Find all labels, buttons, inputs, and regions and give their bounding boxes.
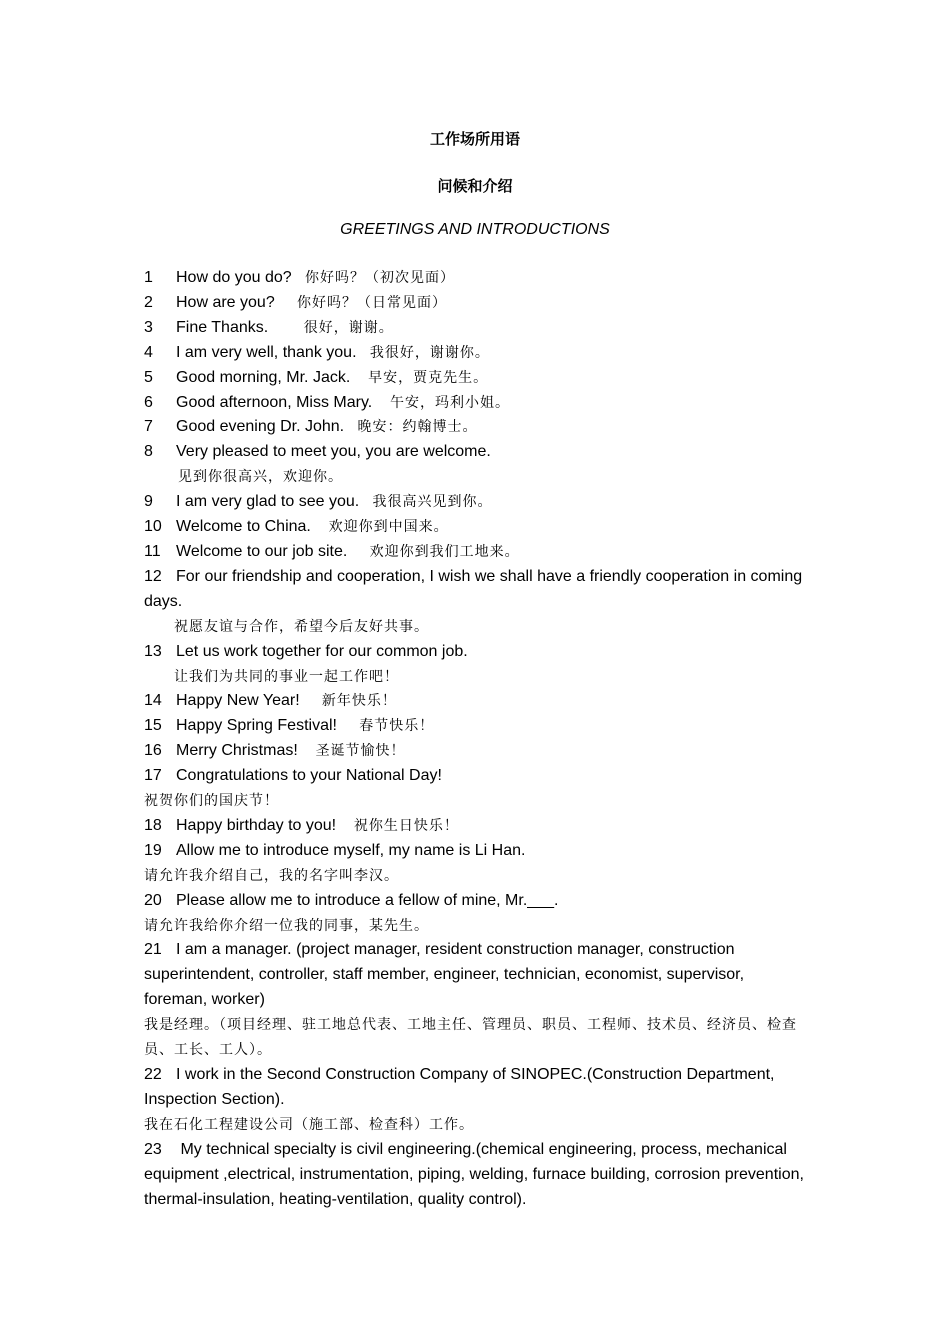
item-number: 4 [144, 343, 153, 361]
item-english: My technical specialty is civil engineering.(chemical engineering, process, mechanical equipment ,electrical, instrumentation, piping, welding, furnace building, corrosion prevention, thermal-insulation, heating-ventilation, quality control). [144, 1140, 809, 1208]
list-item [144, 1138, 809, 1213]
list-item [144, 739, 809, 764]
item-number: 17 [144, 767, 162, 785]
item-chinese: 春节快乐！ [359, 718, 435, 735]
item-english: How are you? [176, 293, 275, 311]
list-item [144, 366, 809, 391]
list-item [144, 814, 809, 839]
item-chinese: 欢迎你到我们工地来。 [369, 543, 520, 560]
item-number: 12 [144, 567, 162, 585]
item-number: 6 [144, 393, 153, 411]
item-chinese: 祝你生日快乐！ [353, 817, 459, 834]
item-chinese: 早安，贾克先生。 [368, 369, 489, 386]
item-number: 8 [144, 443, 153, 461]
item-english: Very pleased to meet you, you are welcome. [176, 443, 491, 461]
list-item [144, 889, 809, 914]
list-item [144, 640, 809, 665]
item-chinese: 我很高兴见到你。 [372, 494, 493, 511]
item-chinese: 祝贺你们的国庆节！ [144, 793, 279, 810]
item-english: Please allow me to introduce a fellow of mine, Mr.___. [176, 891, 559, 909]
list-item [144, 764, 809, 789]
list-item [144, 540, 809, 565]
item-number: 18 [144, 816, 162, 834]
item-english: Allow me to introduce myself, my name is Li Han. [176, 841, 526, 859]
list-item [144, 291, 809, 316]
item-number: 9 [144, 493, 153, 511]
item-chinese: 欢迎你到中国来。 [328, 519, 449, 536]
item-english: Happy Spring Festival! [176, 717, 337, 735]
list-item [144, 490, 809, 515]
section-title-en: GREETINGS AND INTRODUCTIONS [340, 221, 610, 238]
item-chinese: 祝愿友谊与合作，希望今后友好共事。 [174, 618, 429, 635]
item-english: Happy birthday to you! [176, 816, 337, 834]
list-item [144, 689, 809, 714]
item-number: 19 [144, 841, 162, 859]
item-english: For our friendship and cooperation, I wish we shall have a friendly cooperation in coming days. [144, 567, 807, 610]
item-chinese: 请允许我介绍自己，我的名字叫李汉。 [144, 867, 399, 884]
item-chinese: 你好吗？（初次见面） [304, 270, 455, 286]
item-chinese: 见到你很高兴，欢迎你。 [178, 469, 343, 486]
item-number: 14 [144, 692, 162, 710]
item-number: 3 [144, 318, 153, 336]
item-english: Let us work together for our common job. [176, 642, 468, 660]
item-english: Welcome to China. [176, 518, 311, 536]
item-number: 7 [144, 418, 153, 436]
item-chinese: 晚安：约翰博士。 [357, 419, 478, 436]
list-item [144, 391, 809, 416]
item-chinese: 请允许我给你介绍一位我的同事，某先生。 [144, 917, 429, 934]
list-item [144, 440, 809, 465]
item-number: 20 [144, 891, 162, 909]
item-chinese: 我很好，谢谢你。 [369, 344, 490, 361]
item-english: How do you do? [176, 269, 292, 286]
item-english: Welcome to our job site. [176, 542, 348, 560]
item-number: 10 [144, 518, 162, 536]
item-number: 16 [144, 742, 162, 760]
item-number: 23 [144, 1140, 162, 1158]
item-english: Happy New Year! [176, 692, 300, 710]
item-english: I am very glad to see you. [176, 493, 360, 511]
item-number: 11 [144, 542, 161, 560]
item-english: I am very well, thank you. [176, 343, 357, 361]
item-number: 15 [144, 717, 162, 735]
item-chinese: 午安，玛利小姐。 [390, 394, 511, 411]
item-number: 21 [144, 941, 162, 959]
item-number: 5 [144, 368, 153, 386]
item-english: I am a manager. (project manager, resident construction manager, construction superintendent, controller, staff member, engineer, technician, economist, supervisor, foreman, worker) [144, 941, 749, 1009]
item-chinese: 你好吗？（日常见面） [296, 294, 447, 311]
list-item [144, 565, 809, 615]
item-number: 1 [144, 269, 153, 286]
item-number: 22 [144, 1066, 162, 1083]
list-item [144, 938, 809, 1013]
phrase-list [144, 266, 809, 1212]
page-title: 工作场所用语 [429, 130, 520, 148]
list-item [144, 839, 809, 864]
section-title-zh: 问候和介绍 [437, 177, 513, 195]
item-number: 13 [144, 642, 162, 660]
item-english: Good evening Dr. John. [176, 418, 345, 436]
item-english: Fine Thanks. [176, 318, 269, 336]
item-chinese: 我在石化工程建设公司（施工部、检查科）工作。 [144, 1116, 474, 1133]
list-item [144, 266, 809, 291]
item-chinese: 让我们为共同的事业一起工作吧！ [174, 668, 399, 685]
item-english: Good afternoon, Miss Mary. [176, 393, 373, 411]
list-item [144, 714, 809, 739]
item-english: Good morning, Mr. Jack. [176, 368, 351, 386]
item-chinese: 圣诞节愉快！ [315, 743, 406, 760]
list-item [144, 415, 809, 440]
item-number: 2 [144, 293, 153, 311]
list-item [144, 316, 809, 341]
item-chinese: 我是经理。（项目经理、驻工地总代表、工地主任、管理员、职员、工程师、技术员、经济员、检查员、工长、工人）。 [144, 1017, 797, 1059]
item-english: Congratulations to your National Day! [176, 767, 442, 785]
list-item [144, 515, 809, 540]
item-chinese: 新年快乐！ [321, 693, 397, 710]
item-english: Merry Christmas! [176, 742, 298, 760]
item-english: I work in the Second Construction Company of SINOPEC.(Construction Department, Inspection Section). [144, 1066, 779, 1108]
item-chinese: 很好，谢谢。 [303, 319, 394, 336]
list-item [144, 341, 809, 366]
list-item [144, 1063, 809, 1113]
